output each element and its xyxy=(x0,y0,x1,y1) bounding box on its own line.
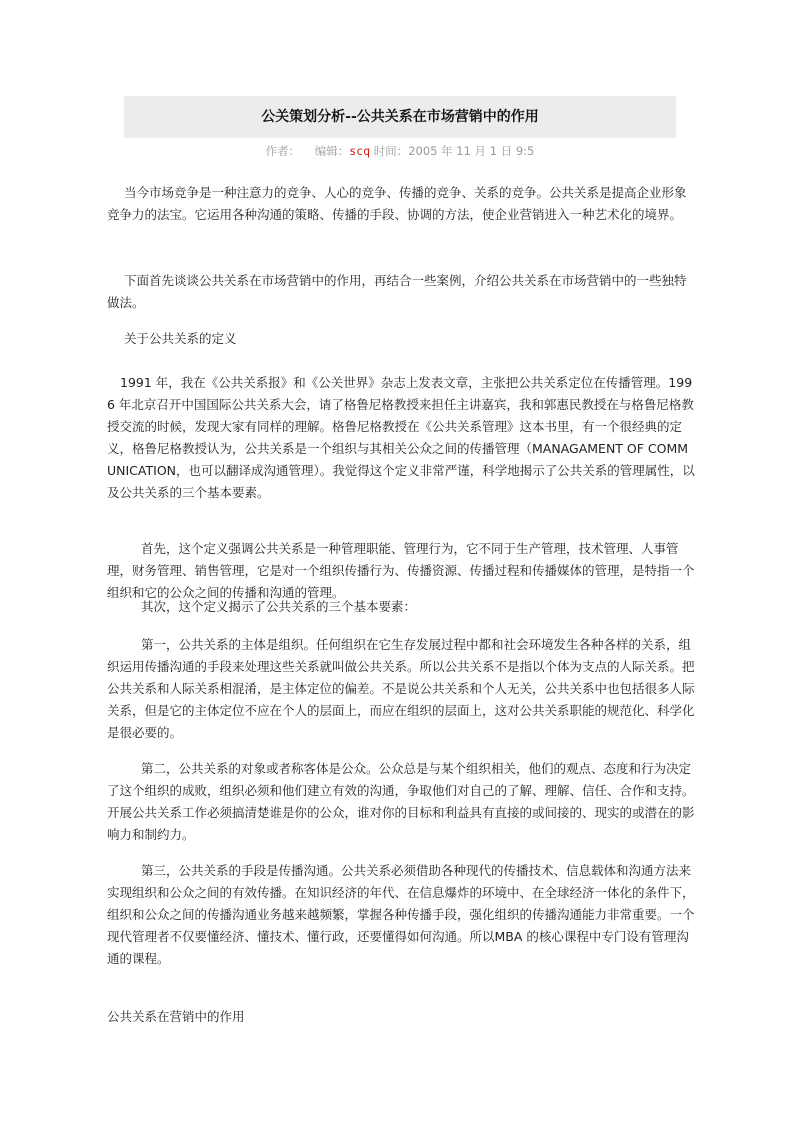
paragraph: 首先，这个定义强调公共关系是一种管理职能、管理行为，它不同于生产管理，技术管理、人事管理，财务管理、销售管理，它是对一个组织传播行为、传播资源、传播过程和传播媒体的管理，是特指一个组织和它的公众之间的传播和沟通的管理。 xyxy=(107,541,695,600)
paragraph: 下面首先谈谈公共关系在市场营销中的作用，再结合一些案例，介绍公共关系在市场营销中的一些独特做法。 xyxy=(107,273,687,310)
paragraph: 第三，公共关系的手段是传播沟通。公共关系必须借助各种现代的传播技术、信息载体和沟通方法来实现组织和公众之间的有效传播。在知识经济的年代、在信息爆炸的环境中、在全球经济一体化的条件下，组织和公众之间的传播沟通业务越来越频繁，掌握各种传播手段，强化组织的传播沟通能力非常重要。一个现代管理者不仅要懂经济、懂技术、懂行政，还要懂得如何沟通。所以MBA 的核心课程中专门设有管理沟通的课程。 xyxy=(107,863,695,966)
time-label: 时间： xyxy=(373,144,409,158)
author-label: 作者： xyxy=(265,144,301,158)
publish-time: 2005 年 11 月 1 日 9:5 xyxy=(408,144,535,158)
paragraph: 1991 年，我在《公共关系报》和《公关世界》杂志上发表文章，主张把公共关系定位在传播管理。1996 年北京召开中国国际公共关系大会，请了格鲁尼格教授来担任主讲嘉宾，我和郭惠民教授在与格鲁尼格教授交流的时候，发现大家有同样的理解。格鲁尼格教授在《公共关系管理》这本书里，有一个很经典的定义，格鲁尼格教授认为，公共关系是一个组织与其相关公众之间的传播管理（MANAGAMENT OF COMMUNICATION，也可以翻译成沟通管理）。我觉得这个定义非常严谨，科学地揭示了公共关系的管理属性，以及公共关系的三个基本要素。 xyxy=(107,375,695,500)
paragraph: 其次，这个定义揭示了公共关系的三个基本要素： xyxy=(141,599,417,614)
section-heading: 关于公共关系的定义 xyxy=(124,331,237,346)
editor-name: scq xyxy=(349,144,371,158)
section-heading: 公共关系在营销中的作用 xyxy=(107,1009,245,1024)
article-meta xyxy=(124,143,676,159)
editor-label: 编辑： xyxy=(314,144,350,158)
article-title: 公关策划分析--公共关系在市场营销中的作用 xyxy=(124,96,676,138)
paragraph: 第二，公共关系的对象或者称客体是公众。公众总是与某个组织相关，他们的观点、态度和行为决定了这个组织的成败，组织必须和他们建立有效的沟通，争取他们对自己的了解、理解、信任、合作和支持。开展公共关系工作必须搞清楚谁是你的公众，谁对你的目标和利益具有直接的或间接的、现实的或潜在的影响力和制约力。 xyxy=(107,761,695,842)
paragraph: 第一，公共关系的主体是组织。任何组织在它生存发展过程中都和社会环境发生各种各样的关系，组织运用传播沟通的手段来处理这些关系就叫做公共关系。所以公共关系不是指以个体为支点的人际关系。把公共关系和人际关系相混淆，是主体定位的偏差。不是说公共关系和个人无关，公共关系中也包括很多人际关系，但是它的主体定位不应在个人的层面上，而应在组织的层面上，这对公共关系职能的规范化、科学化是很必要的。 xyxy=(107,637,695,740)
paragraph: 当今市场竞争是一种注意力的竞争、人心的竞争、传播的竞争、关系的竞争。公共关系是提高企业形象竞争力的法宝。它运用各种沟通的策略、传播的手段、协调的方法，使企业营销进入一种艺术化的境界。 xyxy=(107,185,687,222)
